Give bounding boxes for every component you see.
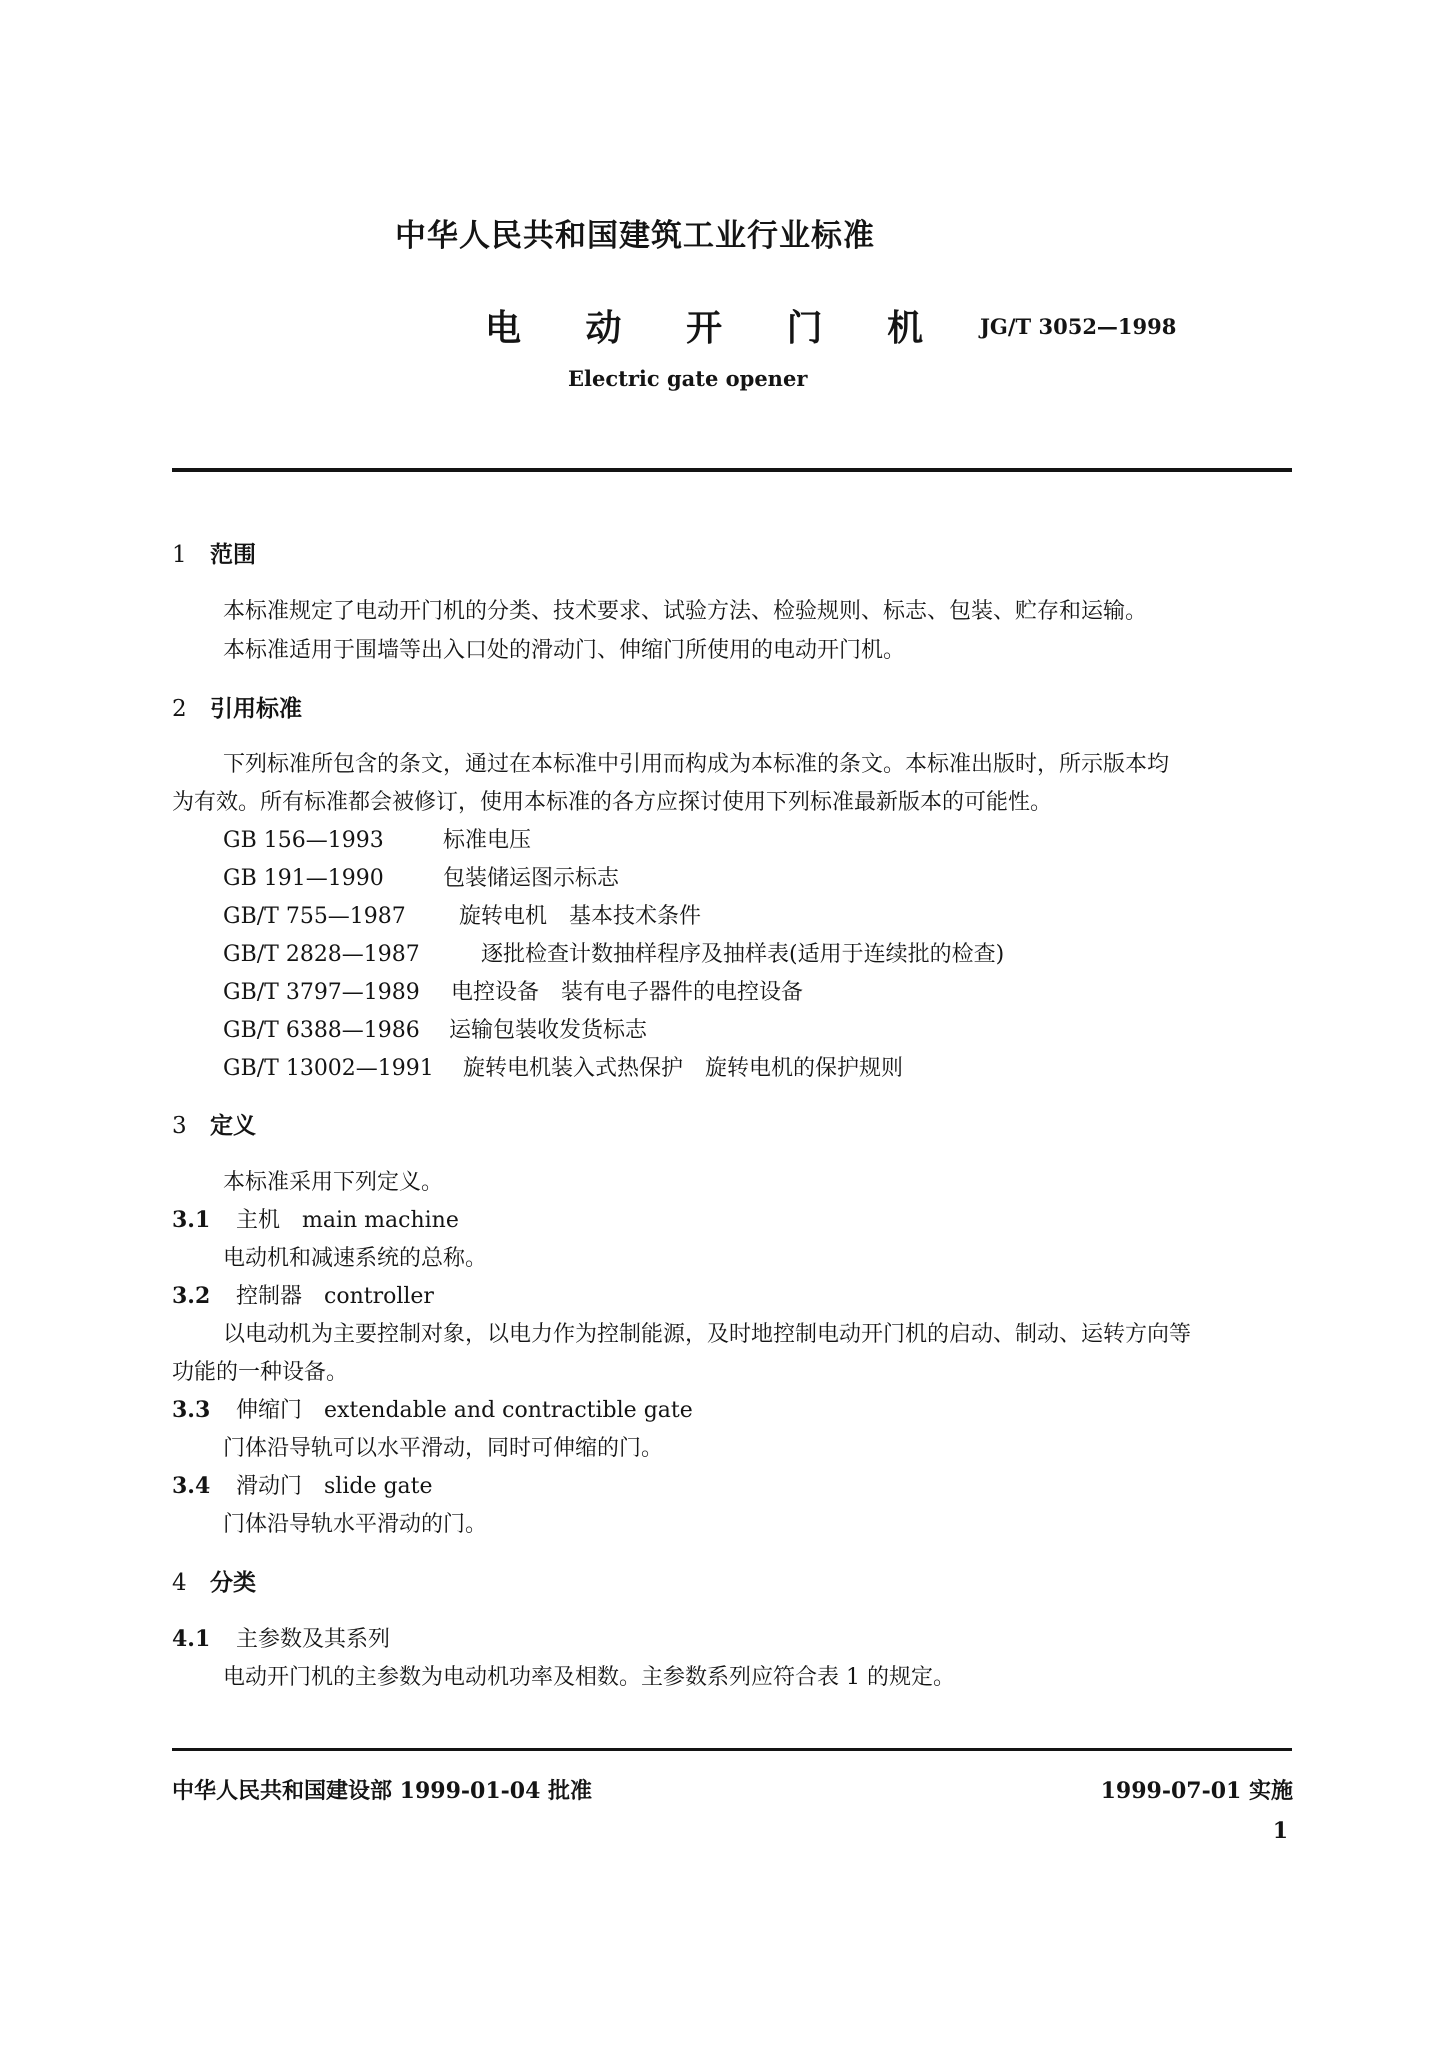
reference-title: 逐批检查计数抽样程序及抽样表(适用于连续批的检查)	[481, 942, 1005, 967]
reference-item	[223, 1051, 903, 1082]
paragraph: 下列标准所包含的条文，通过在本标准中引用而构成为本标准的条文。本标准出版时，所示版本均	[223, 752, 1170, 777]
reference-title: 标准电压	[443, 828, 532, 853]
footer-rule	[172, 1748, 1292, 1751]
clause-heading	[172, 1622, 390, 1653]
paragraph: 电动开门机的主参数为电动机功率及相数。主参数系列应符合表 1 的规定。	[223, 1665, 955, 1690]
section-1-heading	[172, 536, 256, 569]
reference-code: GB/T 13002—1991	[223, 1056, 434, 1081]
standard-code: JG/T 3052—1998	[980, 314, 1177, 339]
definition-term	[172, 1469, 433, 1500]
reference-item	[223, 1013, 647, 1044]
reference-title: 电控设备 装有电子器件的电控设备	[451, 980, 804, 1005]
reference-item	[223, 861, 619, 892]
section-title: 范围	[210, 541, 256, 568]
paragraph: 为有效。所有标准都会被修订，使用本标准的各方应探讨使用下列标准最新版本的可能性。	[172, 790, 1053, 815]
standard-category: 中华人民共和国建筑工业行业标准	[395, 218, 875, 254]
english-subtitle: Electric gate opener	[568, 366, 808, 391]
reference-item	[223, 823, 531, 854]
definition-term	[172, 1393, 693, 1424]
reference-code: GB 191—1990	[223, 866, 384, 891]
document-title: 电 动 开 门 机	[485, 308, 950, 349]
clause-number: 4.1	[172, 1626, 211, 1652]
paragraph: 本标准适用于围墙等出入口处的滑动门、伸缩门所使用的电动开门机。	[223, 638, 906, 663]
section-number: 3	[172, 1113, 187, 1139]
reference-code: GB/T 6388—1986	[223, 1018, 420, 1043]
definition-term	[172, 1279, 434, 1310]
section-title: 引用标准	[210, 695, 302, 722]
section-title: 分类	[210, 1569, 256, 1596]
reference-item	[223, 899, 701, 930]
term-text: 主参数及其系列	[236, 1627, 391, 1652]
header-rule	[172, 468, 1292, 472]
reference-title: 旋转电机 基本技术条件	[459, 904, 702, 929]
definition-text: 门体沿导轨水平滑动的门。	[223, 1512, 488, 1537]
reference-item	[223, 975, 803, 1006]
definition-term	[172, 1203, 459, 1234]
term-text: 滑动门 slide gate	[236, 1474, 433, 1499]
reference-code: GB/T 2828—1987	[223, 942, 420, 967]
reference-title: 旋转电机装入式热保护 旋转电机的保护规则	[463, 1056, 904, 1081]
section-3-heading	[172, 1107, 256, 1140]
reference-code: GB/T 3797—1989	[223, 980, 420, 1005]
section-number: 4	[172, 1570, 187, 1596]
section-4-heading	[172, 1564, 256, 1597]
paragraph: 本标准采用下列定义。	[223, 1170, 444, 1195]
reference-title: 包装储运图示标志	[443, 866, 620, 891]
section-number: 2	[172, 696, 187, 722]
section-2-heading	[172, 690, 302, 723]
definition-text: 电动机和减速系统的总称。	[223, 1246, 488, 1271]
reference-code: GB/T 755—1987	[223, 904, 406, 929]
clause-number: 3.2	[172, 1283, 211, 1309]
reference-title: 运输包装收发货标志	[449, 1018, 648, 1043]
section-title: 定义	[210, 1112, 256, 1139]
term-text: 主机 main machine	[236, 1208, 459, 1233]
term-text: 控制器 controller	[236, 1284, 434, 1309]
page-number: 1	[1272, 1818, 1288, 1844]
clause-number: 3.4	[172, 1473, 211, 1499]
definition-text: 功能的一种设备。	[172, 1360, 349, 1385]
section-number: 1	[172, 542, 187, 568]
effective-date: 1999-07-01 实施	[1100, 1778, 1293, 1804]
term-text: 伸缩门 extendable and contractible gate	[236, 1398, 693, 1423]
definition-text: 以电动机为主要控制对象，以电力作为控制能源，及时地控制电动开门机的启动、制动、运转方向等	[223, 1322, 1192, 1347]
clause-number: 3.3	[172, 1397, 211, 1423]
definition-text: 门体沿导轨可以水平滑动，同时可伸缩的门。	[223, 1436, 664, 1461]
approval-line: 中华人民共和国建设部 1999-01-04 批准	[172, 1778, 593, 1804]
clause-number: 3.1	[172, 1207, 211, 1233]
paragraph: 本标准规定了电动开门机的分类、技术要求、试验方法、检验规则、标志、包装、贮存和运输。	[223, 599, 1148, 624]
reference-code: GB 156—1993	[223, 828, 384, 853]
reference-item	[223, 937, 1004, 968]
